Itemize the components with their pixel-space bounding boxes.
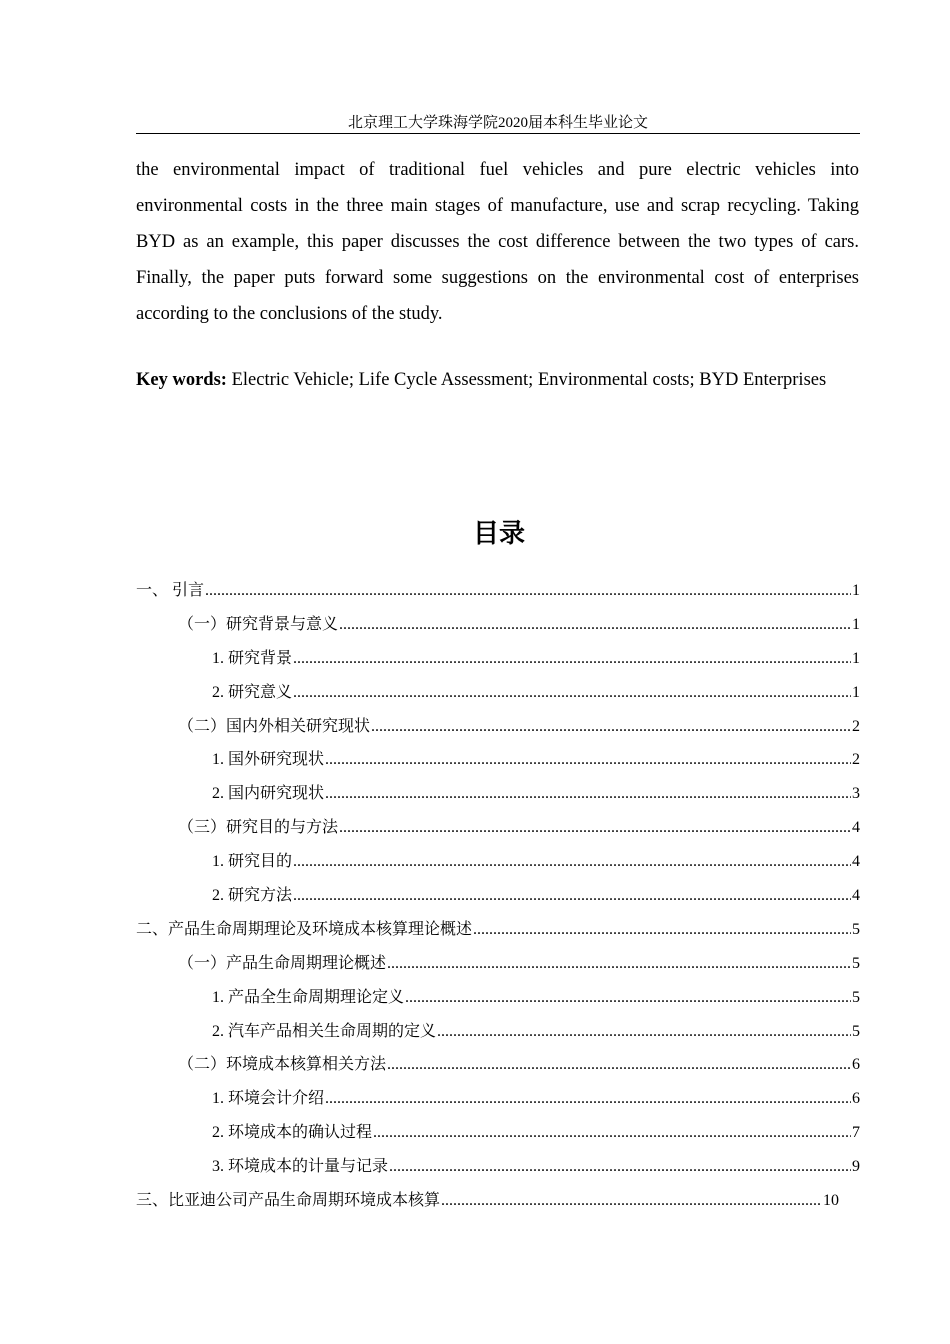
toc-entry[interactable] [136,1016,860,1050]
toc-entry[interactable] [136,609,860,643]
running-header: 北京理工大学珠海学院2020届本科生毕业论文 [347,115,648,131]
toc-entry-text: 2. 研究方法 [212,887,293,905]
toc-page-number: 6 [852,1090,860,1108]
toc-entry[interactable] [136,1151,860,1185]
toc-entry[interactable] [136,1117,860,1151]
toc-page-number: 5 [852,954,860,972]
abstract-paragraph: the environmental impact of traditional fuel vehicles and pure electric vehicles into environmental costs in the three main stages of manufacture, use and scrap recycling. Taking BYD as an example, this paper discusses the cost difference between the two types of cars. Finally, the paper puts forward some suggestions on the environmental cost of enterprises according to the conclusions of the study. [136,160,859,324]
toc-title: 目录 [472,519,525,548]
toc-entry-text: 3. 环境成本的计量与记录 [212,1158,389,1176]
toc-page-number: 6 [852,1056,860,1074]
toc-entry[interactable] [136,778,860,812]
toc-leader [339,609,851,641]
toc-entry[interactable] [136,677,860,711]
toc-leader [441,1185,822,1217]
toc-entry[interactable] [136,744,860,778]
toc-leader [293,643,851,675]
toc-leader [437,1016,851,1048]
toc-entry[interactable] [136,1083,860,1117]
toc-leader [373,1117,851,1149]
toc-page-number: 3 [852,785,860,803]
toc-entry[interactable] [136,914,860,948]
toc-leader [387,1049,851,1081]
header-rule [136,133,860,134]
toc-entry-text: 1. 研究背景 [212,649,293,667]
toc-page-number: 5 [852,1022,860,1040]
toc-entry[interactable] [136,711,860,745]
toc-leader [389,1151,851,1183]
toc-page-number: 4 [852,887,860,905]
toc-page-number: 4 [852,853,860,871]
toc-page-number: 5 [852,988,860,1006]
toc-entry[interactable] [136,1185,839,1219]
toc-entry[interactable] [136,982,860,1016]
toc-leader [205,575,851,607]
toc-page-number: 4 [852,819,860,837]
toc-entry-text: （三）研究目的与方法 [178,819,339,837]
table-of-contents [136,575,860,1219]
toc-leader [405,982,851,1014]
toc-leader [371,711,851,743]
toc-entry-text: 2. 环境成本的确认过程 [212,1124,373,1142]
toc-page-number: 1 [852,582,860,599]
toc-leader [325,1083,851,1115]
toc-leader [293,677,851,709]
toc-leader [325,778,851,810]
toc-leader [293,846,851,878]
keywords-line [136,364,876,396]
toc-page-number: 2 [852,717,860,735]
toc-page-number: 5 [852,920,860,938]
toc-entry-text: 2. 国内研究现状 [212,785,325,803]
toc-leader [293,880,851,912]
toc-page-number: 1 [852,683,860,701]
toc-page-number: 9 [852,1158,860,1176]
toc-entry-text: （一）产品生命周期理论概述 [178,954,387,972]
toc-leader [387,948,851,980]
toc-entry-text: 一、 引言 [136,582,205,599]
toc-entry-text: 三、比亚迪公司产品生命周期环境成本核算 [136,1192,441,1210]
toc-entry-text: 2. 汽车产品相关生命周期的定义 [212,1022,437,1040]
toc-entry[interactable] [136,846,860,880]
toc-entry[interactable] [136,643,860,677]
keywords-label: Key words: [136,370,227,390]
toc-page-number: 2 [852,751,860,769]
toc-leader [325,744,851,776]
toc-entry-text: 1. 国外研究现状 [212,751,325,769]
toc-entry[interactable] [136,880,860,914]
toc-entry-text: 2. 研究意义 [212,683,293,701]
toc-entry-text: （二）环境成本核算相关方法 [178,1056,387,1074]
toc-page-number: 7 [852,1124,860,1142]
toc-page-number: 1 [852,649,860,667]
toc-leader [473,914,851,946]
toc-entry[interactable] [136,812,860,846]
toc-entry-text: （二）国内外相关研究现状 [178,717,371,735]
toc-entry[interactable] [136,575,860,609]
toc-entry-text: 1. 环境会计介绍 [212,1090,325,1108]
toc-entry[interactable] [136,948,860,982]
toc-entry-text: 二、产品生命周期理论及环境成本核算理论概述 [136,920,473,938]
toc-entry-text: 1. 研究目的 [212,853,293,871]
toc-entry[interactable] [136,1049,860,1083]
keywords-text: Electric Vehicle; Life Cycle Assessment; Environmental costs; BYD Enterprises [226,370,827,390]
toc-leader [339,812,851,844]
toc-page-number: 1 [852,615,860,633]
toc-page-number: 10 [823,1192,839,1210]
toc-entry-text: 1. 产品全生命周期理论定义 [212,988,405,1006]
toc-entry-text: （一）研究背景与意义 [178,615,339,633]
